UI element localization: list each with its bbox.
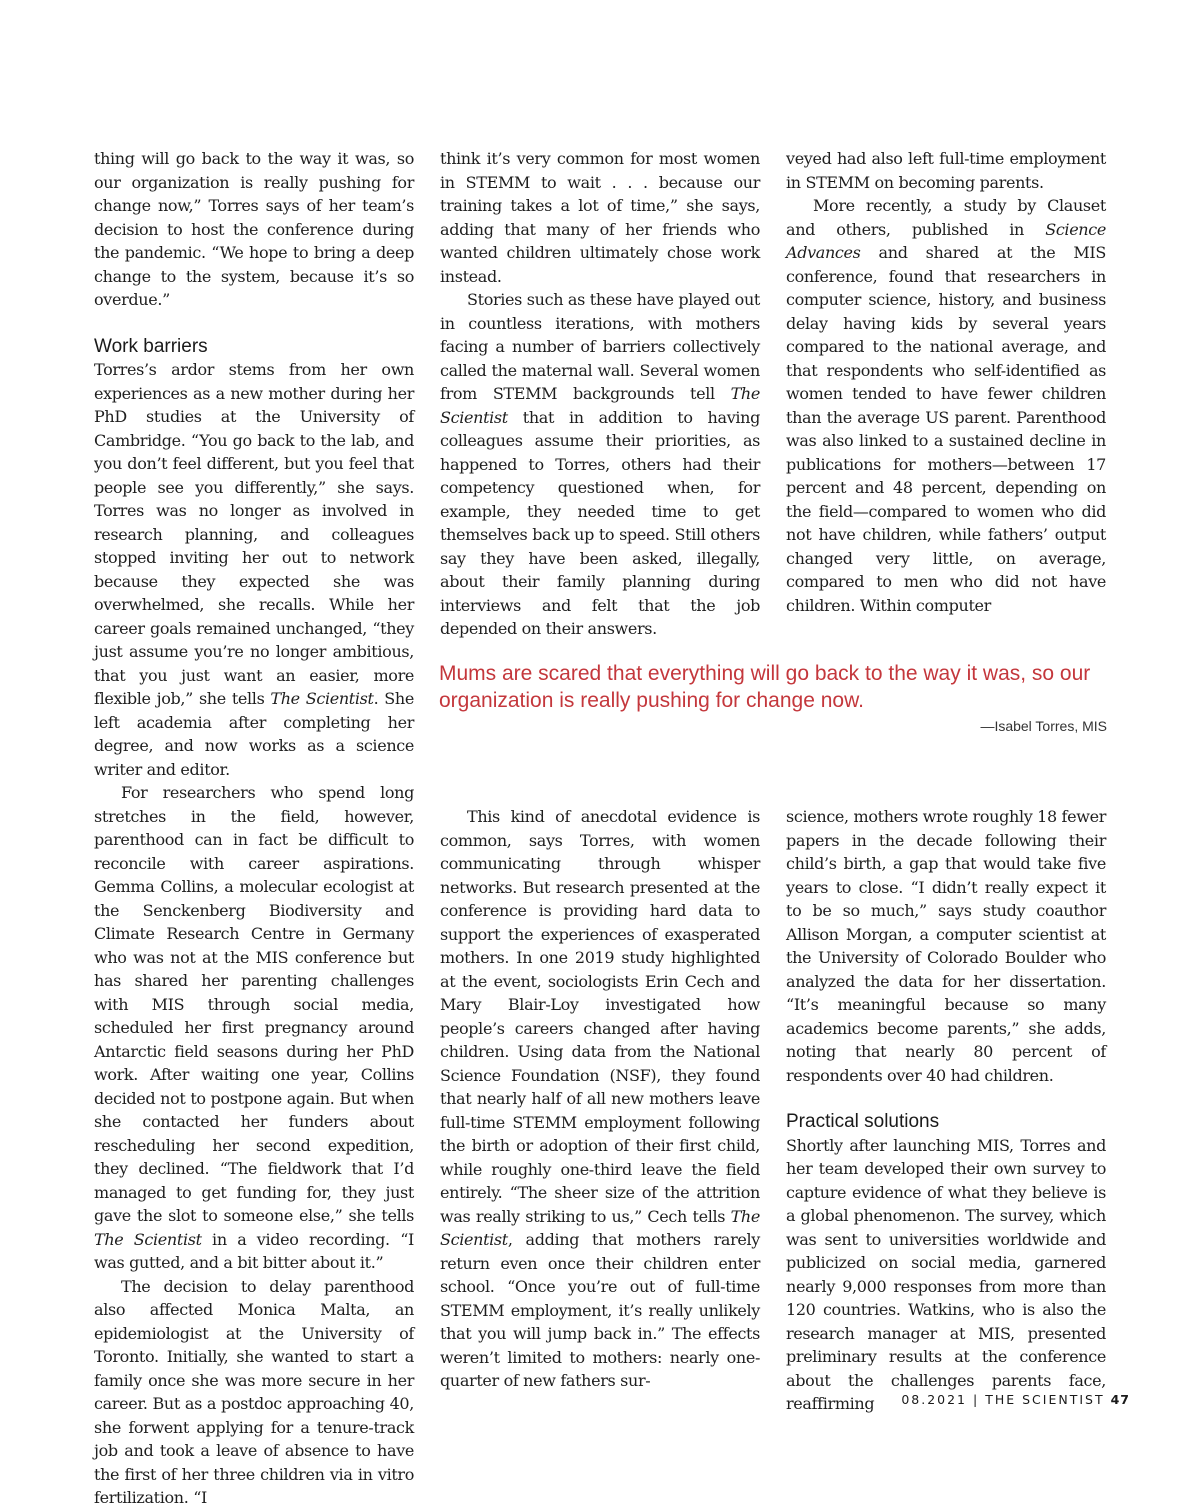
issue-date: 08.2021 [901, 1392, 968, 1407]
footer-separator: | [973, 1392, 980, 1407]
paragraph: thing will go back to the way it was, so our organization is really pushing for change now,” Torres says of her team’s decision to host the conference during the pandemic. “We hope to bring a deep change to the system, because it’s so overdue.” [94, 149, 414, 309]
pull-quote-attribution: —Isabel Torres, MIS [980, 718, 1107, 734]
italic-title: The Scientist [440, 384, 760, 427]
paragraph: More recently, a study by Clauset and others, published in Science Advances and shared at the MIS conference, found that researchers in computer science, history, and business delay having kids by several years compared to the national average, and that respondents who self-identified as women tended to have fewer children than the average US parent. Parenthood was also linked to a sustained decline in publications for mothers—between 17 percent and 48 percent, depending on the field—compared to women who did not have children, while fathers’ output changed very little, on average, compared to men who did not have children. Within computer [786, 196, 1106, 615]
section-heading-practical-solutions: Practical solutions [786, 1111, 940, 1132]
italic-title: The Scientist [440, 1206, 760, 1249]
pull-quote: Mums are scared that everything will go back to the way it was, so our organization is really pushing for change now. [439, 662, 1091, 712]
page-footer [780, 1392, 1130, 1407]
paragraph: veyed had also left full-time employment in STEMM on becoming parents. [786, 149, 1106, 192]
page-number: 47 [1110, 1392, 1130, 1407]
paragraph: For researchers who spend long stretches in the field, however, parenthood can in fact be difficult to reconcile with career aspirations. Gemma Collins, a molecular ecologist at the Senckenberg Biodiversity and Climate Research Centre in Germany who was not at the MIS conference but has shared her parenting challenges with MIS through social media, scheduled her first pregnancy around Antarctic field seasons during her PhD work. After waiting one year, Collins decided not to postpone again. But when she contacted her funders about rescheduling her second expedition, they declined. “The fieldwork that I’d managed to get funding for, they just gave the slot to someone else,” she tells The Scientist in a video recording. “I was gutted, and a bit bitter about it.” [94, 783, 414, 1272]
paragraph: Shortly after launching MIS, Torres and her team developed their own survey to capture evidence of what they believe is a global phenomenon. The survey, which was sent to universities worldwide and publicized on social media, garnered nearly 9,000 responses from more than 120 countries. Watkins, who is also the research manager at MIS, presented preliminary results at the conference about the challenges parents face, reaffirming [786, 1135, 1106, 1413]
italic-title: The Scientist [94, 1229, 202, 1249]
paragraph: The decision to delay parenthood also affected Monica Malta, an epidemiologist at the University of Toronto. Initially, she wanted to start a family once she was more secure in her career. But as a postdoc approaching 40, she forwent applying for a tenure-track job and took a leave of absence to have the first of her three children via in vitro fertilization. “I [94, 1276, 414, 1507]
column-3-bottom [786, 805, 1106, 1416]
column-3-top [786, 147, 1106, 617]
paragraph: This kind of anecdotal evidence is common, says Torres, with women communicating through whisper networks. But research presented at the conference is providing hard data to support the experiences of exasperated mothers. In one 2019 study highlighted at the event, sociologists Erin Cech and Mary Blair-Loy investigated how people’s careers changed after having children. Using data from the National Science Foundation (NSF), they found that nearly half of all new mothers leave full-time STEMM employment following the birth or adoption of their first child, while roughly one-third leave the field entirely. “The sheer size of the attrition was really striking to us,” Cech tells The Scientist, adding that mothers rarely return even once their children enter school. “Once you’re out of full-time STEMM employment, it’s really unlikely that you will jump back in.” The effects weren’t limited to mothers: nearly one-quarter of new fathers sur- [440, 807, 760, 1390]
column-2-bottom [440, 805, 760, 1393]
column-2-top [440, 147, 760, 641]
paragraph: think it’s very common for most women in STEMM to wait . . . because our training takes a lot of time,” she says, adding that many of her friends who wanted children ultimately chose work instead. [440, 149, 760, 286]
paragraph: Stories such as these have played out in countless iterations, with mothers facing a number of barriers collectively called the maternal wall. Several women from STEMM backgrounds tell The Scientist that in addition to having colleagues assume their priorities, as happened to Torres, others had their competency questioned when, for example, they needed time to get themselves back up to speed. Still others say they have been asked, illegally, about their family planning during interviews and felt that the job depended on their answers. [440, 290, 760, 638]
italic-title: Science Advances [786, 219, 1106, 262]
paragraph: Torres’s ardor stems from her own experiences as a new mother during her PhD studies at the University of Cambridge. “You go back to the lab, and you don’t feel different, but you feel that people see you differently,” she says. Torres was no longer as involved in research planning, and colleagues stopped inviting her out to network because they expected she was overwhelmed, she recalls. While her career goals remained unchanged, “they just assume you’re no longer ambitious, that you just want an easier, more flexible job,” she tells The Scientist. She left academia after completing her degree, and now works as a science writer and editor. [94, 360, 414, 779]
paragraph: science, mothers wrote roughly 18 fewer papers in the decade following their child’s birth, a gap that would take five years to close. “I didn’t really expect it to be so much,” says study coauthor Allison Morgan, a computer scientist at the University of Colorado Boulder who analyzed the data for her dissertation. “It’s meaningful because so many academics become parents,” she adds, noting that nearly 80 percent of respondents over 40 had children. [786, 807, 1106, 1085]
italic-title: The Scientist [270, 689, 374, 708]
magazine-name: THE SCIENTIST [985, 1392, 1105, 1407]
column-1 [94, 147, 414, 1510]
section-heading-work-barriers: Work barriers [94, 335, 208, 357]
